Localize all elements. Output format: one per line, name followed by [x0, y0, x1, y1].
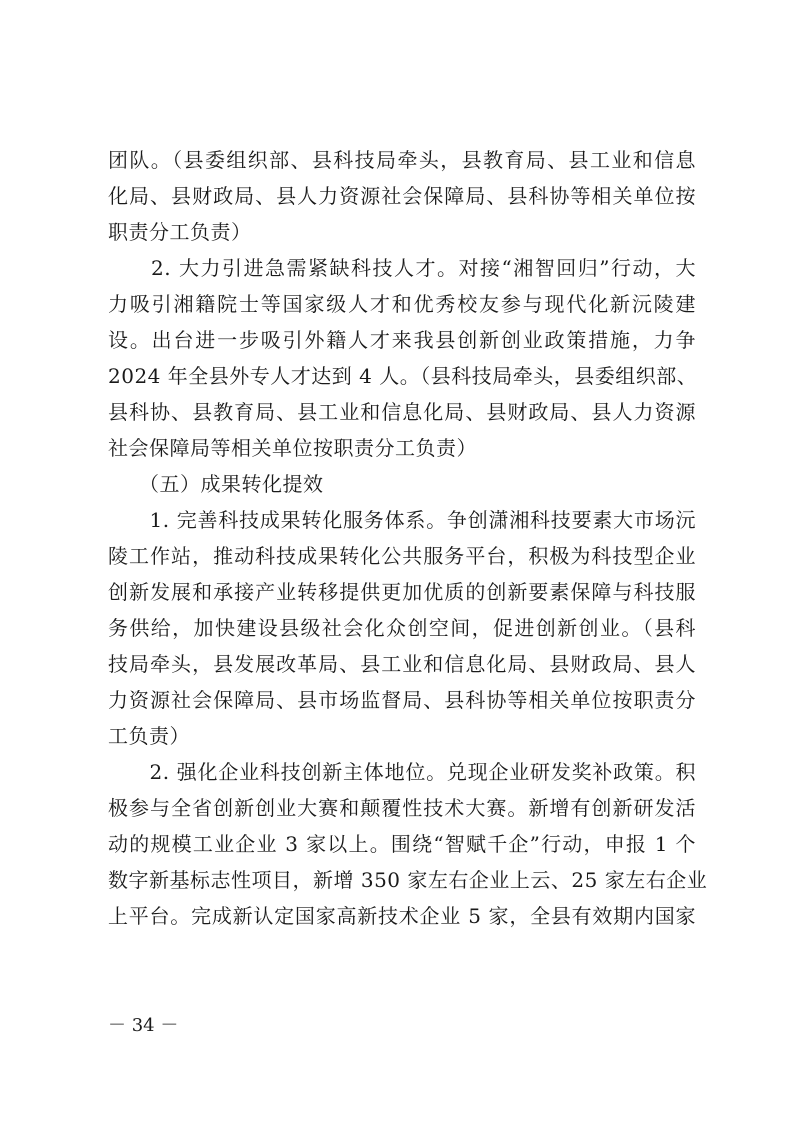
text-line: 2. 大力引进急需紧缺科技人才。对接“湘智回归”行动，大 [108, 256, 696, 280]
text-line: 务供给，加快建设县级社会化众创空间，促进创新创业。（县科 [108, 616, 696, 640]
text-line: 上平台。完成新认定国家高新技术企业 5 家，全县有效期内国家 [108, 904, 696, 928]
text-line: 2. 强化企业科技创新主体地位。兑现企业研发奖补政策。积 [108, 760, 696, 784]
document-body [108, 142, 708, 934]
text-line: 动的规模工业企业 3 家以上。围绕“智赋千企”行动，申报 1 个 [108, 832, 696, 856]
text-line: 极参与全省创新创业大赛和颠覆性技术大赛。新增有创新研发活 [108, 796, 696, 820]
text-line: 2024 年全县外专人才达到 4 人。（县科技局牵头，县委组织部、 [108, 364, 698, 388]
text-line: 县科协、县教育局、县工业和信息化局、县财政局、县人力资源 [108, 400, 696, 424]
paragraph-enterprise [108, 754, 708, 934]
text-line: 设。出台进一步吸引外籍人才来我县创新创业政策措施，力争 [108, 328, 696, 352]
text-line: 化局、县财政局、县人力资源社会保障局、县科协等相关单位按 [108, 184, 696, 208]
paragraph-team-continued [108, 142, 696, 250]
paragraph-transfer-service [108, 502, 696, 754]
page-number: － 34 － [108, 1015, 179, 1036]
text-line: 陵工作站，推动科技成果转化公共服务平台，积极为科技型企业 [108, 544, 696, 568]
section-heading-five [108, 466, 696, 502]
paragraph-talent [108, 250, 696, 466]
text-line: 技局牵头，县发展改革局、县工业和信息化局、县财政局、县人 [108, 652, 696, 676]
text-line: 创新发展和承接产业转移提供更加优质的创新要素保障与科技服 [108, 580, 696, 604]
text-line: 力资源社会保障局、县市场监督局、县科协等相关单位按职责分 [108, 688, 696, 712]
section-heading-line: （五）成果转化提效 [108, 472, 324, 496]
text-line: 1. 完善科技成果转化服务体系。争创潇湘科技要素大市场沅 [108, 508, 696, 532]
text-line: 工负责） [108, 724, 190, 748]
text-line: 团队。（县委组织部、县科技局牵头，县教育局、县工业和信息 [108, 148, 696, 172]
text-line: 职责分工负责） [108, 220, 252, 244]
text-line: 力吸引湘籍院士等国家级人才和优秀校友参与现代化新沅陵建 [108, 292, 696, 316]
text-line: 社会保障局等相关单位按职责分工负责） [108, 436, 477, 460]
text-line: 数字新基标志性项目，新增 350 家左右企业上云、25 家左右企业 [108, 868, 708, 892]
